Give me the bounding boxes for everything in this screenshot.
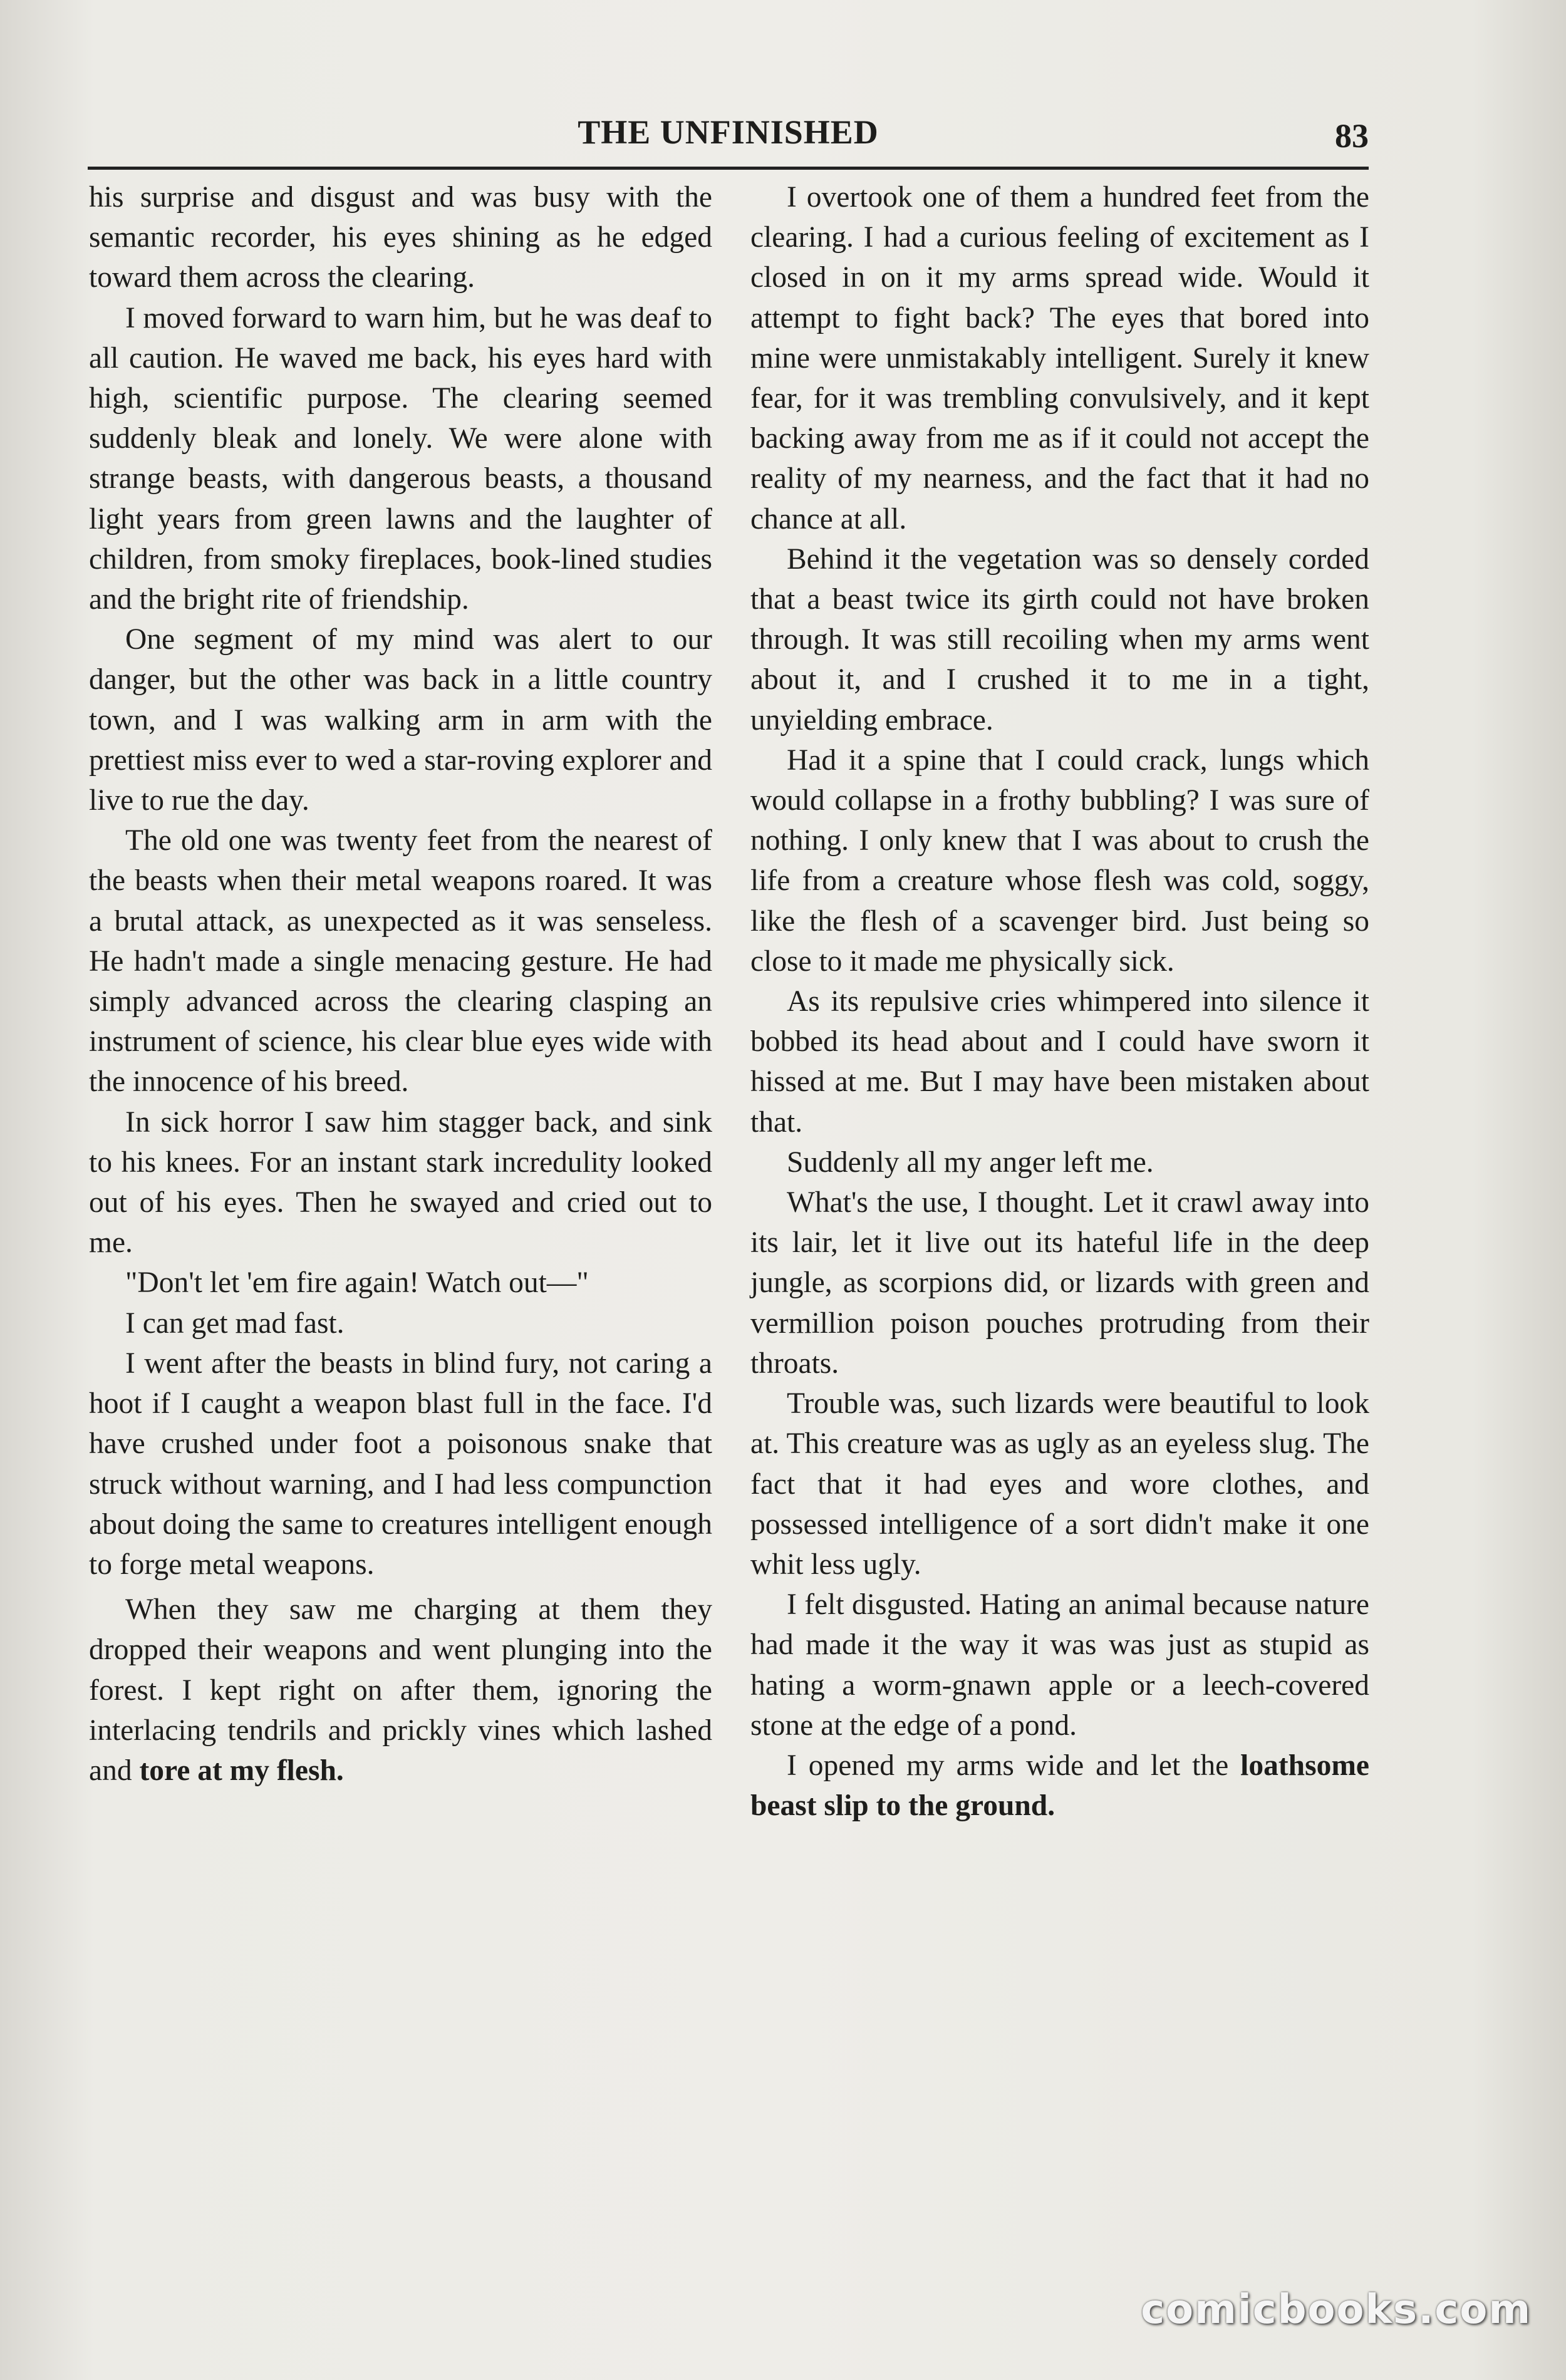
page-header xyxy=(88,106,1369,170)
paragraph xyxy=(750,1746,1369,1826)
paragraph: "Don't let 'em fire again! Watch out—" xyxy=(125,1266,589,1300)
paragraph-text: I opened my arms wide and let the xyxy=(787,1749,1229,1782)
paragraph: I moved forward to warn him, but he was deaf to all caution. He waved me back, his eyes hard with high, scientific purpose. The clearing seemed suddenly bleak and lonely. We were alone with strange beasts, with dangerous beasts, a thousand light years from green lawns and the laughter of children, from smoky fireplaces, book-lined studies and the bright rite of friendship. xyxy=(89,301,712,616)
paragraph: Suddenly all my anger left me. xyxy=(787,1146,1154,1179)
left-column xyxy=(89,177,712,1791)
bold-line: tore at my flesh. xyxy=(139,1754,344,1787)
paragraph: The old one was twenty feet from the nearest of the beasts when their metal weapons roared. It was a brutal attack, as unexpected as it was senseless. He hadn't made a single menacing gesture. He had simply advanced across the clearing clasping an instrument of science, his clear blue eyes wide with the innocence of his breed. xyxy=(89,824,712,1099)
right-column xyxy=(750,177,1369,1826)
paragraph: I felt disgusted. Hating an animal because nature had made it the way it was was just as stupid as hating a worm-gnawn apple or a leech-covered stone at the edge of a pond. xyxy=(750,1588,1369,1742)
paragraph: I went after the beasts in blind fury, not caring a hoot if I caught a weapon blast full in the face. I'd have crushed under foot a poisonous snake that struck without warning, and I had less compunction about doing the same to creatures intelligent enough to forge metal weapons. xyxy=(89,1347,712,1581)
page-number: 83 xyxy=(1335,117,1369,155)
paragraph: What's the use, I thought. Let it crawl away into its lair, let it live out its hateful life in the deep jungle, as scorpions did, or lizards with green and vermillion poison pouches protruding from their throats. xyxy=(750,1186,1369,1380)
running-title: THE UNFINISHED xyxy=(578,113,879,151)
paragraph: In sick horror I saw him stagger back, and sink to his knees. For an instant stark incredulity looked out of his eyes. Then he swayed and cried out to me. xyxy=(89,1105,712,1260)
paragraph xyxy=(89,1590,712,1791)
paragraph: As its repulsive cries whimpered into silence it bobbed its head about and I could have sworn it hissed at me. But I may have been mistaken about that. xyxy=(750,985,1369,1139)
paragraph: his surprise and disgust and was busy with the semantic recorder, his eyes shining as he edged toward them across the clearing. xyxy=(89,181,712,294)
paragraph-text: When they saw me charging at them they dropped their weapons and went plunging into the forest. I kept right on after them, ignoring the interlacing tendrils and prickly vines which lashed and xyxy=(89,1593,712,1787)
paragraph: I can get mad fast. xyxy=(125,1306,345,1340)
site-watermark: comicbooks.com xyxy=(1141,2287,1532,2333)
paragraph: Behind it the vegetation was so densely corded that a beast twice its girth could not have broken through. It was still recoiling when my arms went about it, and I crushed it to me in a tight, unyielding embrace. xyxy=(750,542,1369,737)
paragraph: Had it a spine that I could crack, lungs which would collapse in a frothy bubbling? I was sure of nothing. I only knew that I was about to crush the life from a creature whose flesh was cold, soggy, like the flesh of a scavenger bird. Just being so close to it made me physically sick. xyxy=(750,743,1369,978)
paragraph: I overtook one of them a hundred feet from the clearing. I had a curious feeling of excitement as I closed in on it my arms spread wide. Would it attempt to fight back? The eyes that bored into mine were unmistakably intelligent. Surely it knew fear, for it was trembling convulsively, and it kept backing away from me as if it could not accept the reality of my nearness, and the fact that it had no chance at all. xyxy=(750,181,1369,536)
paragraph: Trouble was, such lizards were beautiful to look at. This creature was as ugly as an eyeless slug. The fact that it had eyes and wore clothes, and possessed intelligence of a sort didn't make it one whit less ugly. xyxy=(750,1387,1369,1581)
bold-line: loathsome beast slip to the ground. xyxy=(750,1749,1369,1823)
paragraph: One segment of my mind was alert to our danger, but the other was back in a little country town, and I was walking arm in arm with the prettiest miss ever to wed a star-roving explorer and live to rue the day. xyxy=(89,623,712,817)
